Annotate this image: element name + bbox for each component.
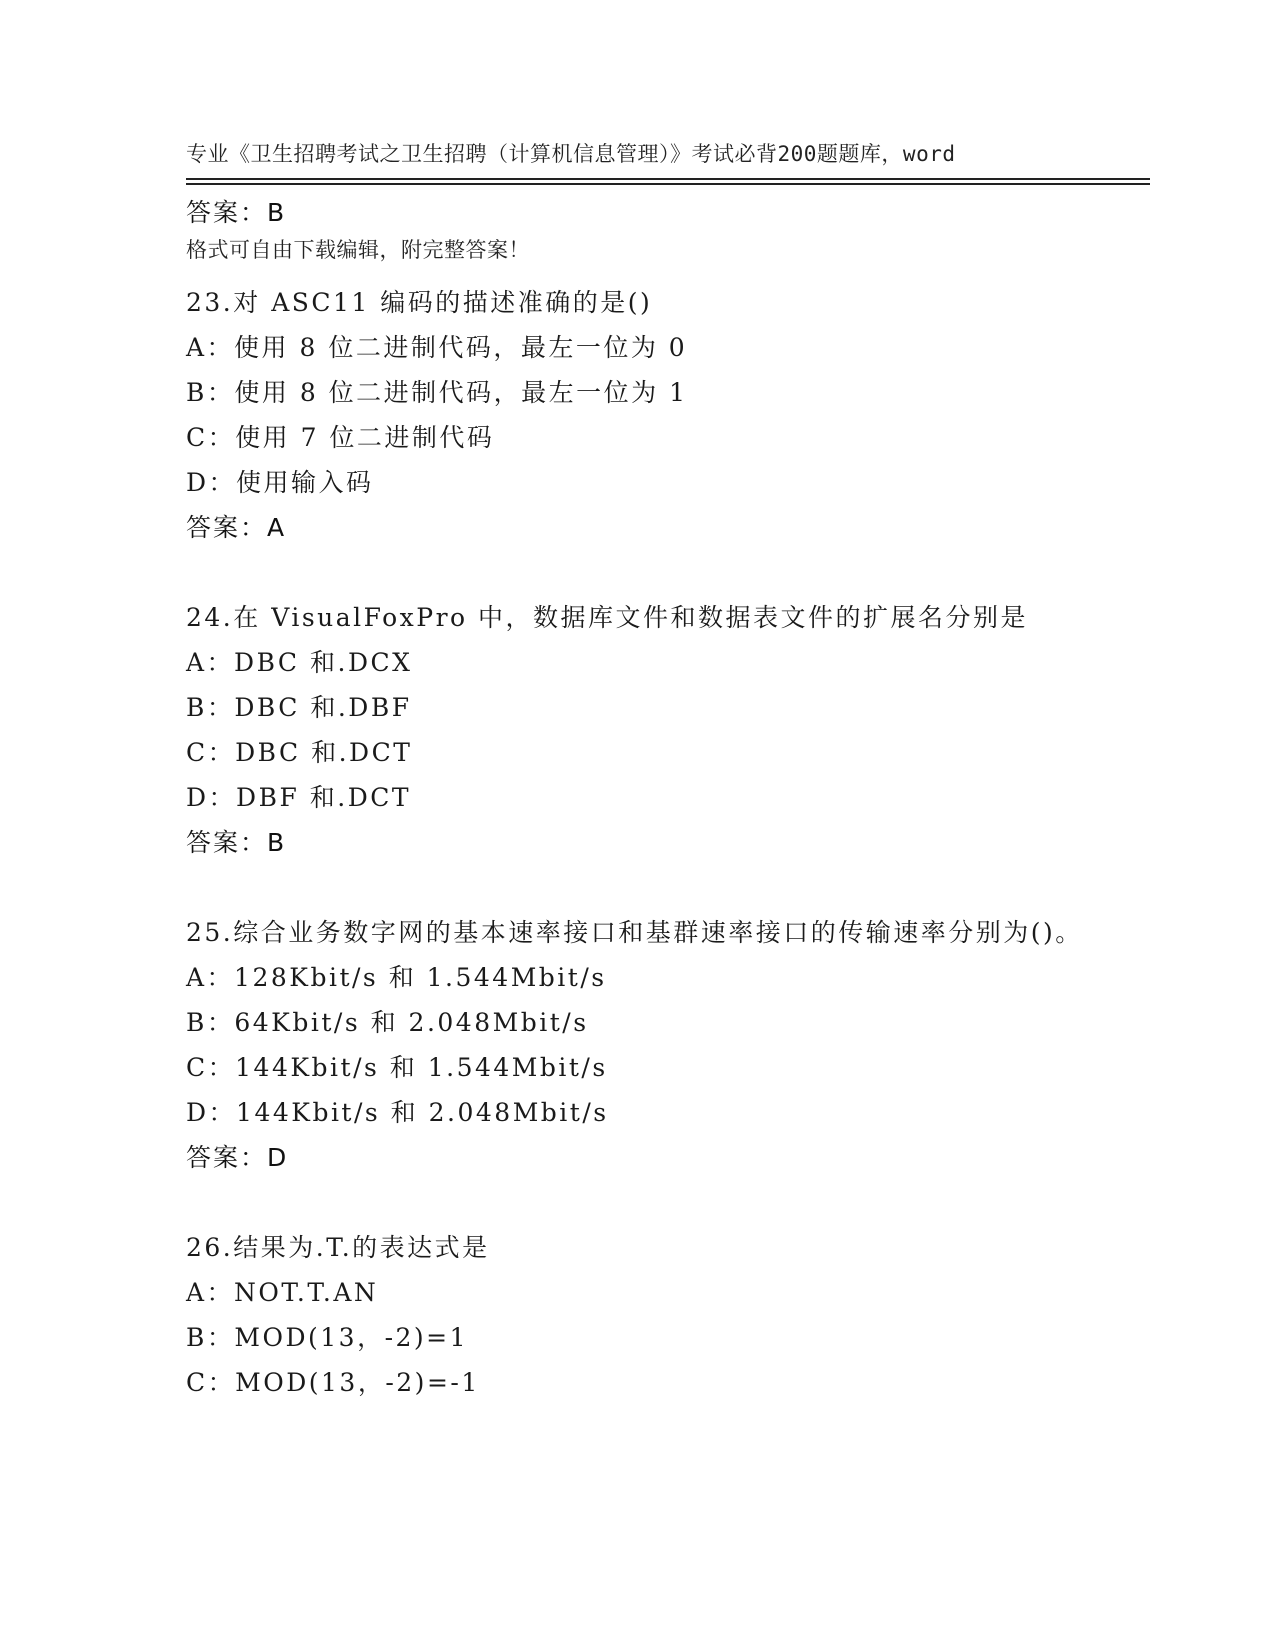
question-25 (186, 910, 1150, 1180)
option-a: A：DBC 和.DCX (186, 648, 413, 677)
option-c: C：DBC 和.DCT (186, 738, 413, 767)
question-text: 24.在 VisualFoxPro 中，数据库文件和数据表文件的扩展名分别是 (186, 603, 1029, 632)
answer-line: 答案：B (186, 828, 287, 857)
answer-line: 答案：B (186, 198, 287, 227)
question-26 (186, 1225, 1150, 1405)
option-a: A：128Kbit/s 和 1.544Mbit/s (186, 963, 607, 992)
header-divider-top (186, 178, 1150, 180)
option-b: B：使用 8 位二进制代码，最左一位为 1 (186, 378, 688, 407)
question-text: 26.结果为.T.的表达式是 (186, 1233, 490, 1262)
option-b: B：DBC 和.DBF (186, 693, 412, 722)
question-24 (186, 595, 1150, 865)
option-d: D：144Kbit/s 和 2.048Mbit/s (186, 1098, 609, 1127)
option-c: C：MOD(13，-2)=-1 (186, 1368, 480, 1397)
header-line-1: 专业《卫生招聘考试之卫生招聘（计算机信息管理）》考试必背200题题库，word (186, 142, 956, 166)
option-a: A：NOT.T.AN (186, 1278, 379, 1307)
answer-line: 答案：A (186, 513, 287, 542)
option-c: C：使用 7 位二进制代码 (186, 423, 495, 452)
question-text: 23.对 ASC11 编码的描述准确的是() (186, 288, 653, 317)
header-line-2: 格式可自由下载编辑，附完整答案！ (186, 238, 530, 262)
question-23 (186, 280, 1150, 550)
option-d: D：DBF 和.DCT (186, 783, 412, 812)
answer-line: 答案：D (186, 1143, 289, 1172)
option-b: B：MOD(13，-2)=1 (186, 1323, 469, 1352)
header-divider-bottom (186, 183, 1150, 185)
option-d: D：使用输入码 (186, 468, 374, 497)
option-a: A：使用 8 位二进制代码，最左一位为 0 (186, 333, 688, 362)
option-c: C：144Kbit/s 和 1.544Mbit/s (186, 1053, 608, 1082)
question-list (186, 190, 1150, 1405)
option-b: B：64Kbit/s 和 2.048Mbit/s (186, 1008, 589, 1037)
question-text: 25.综合业务数字网的基本速率接口和基群速率接口的传输速率分别为()。 (186, 918, 1083, 947)
